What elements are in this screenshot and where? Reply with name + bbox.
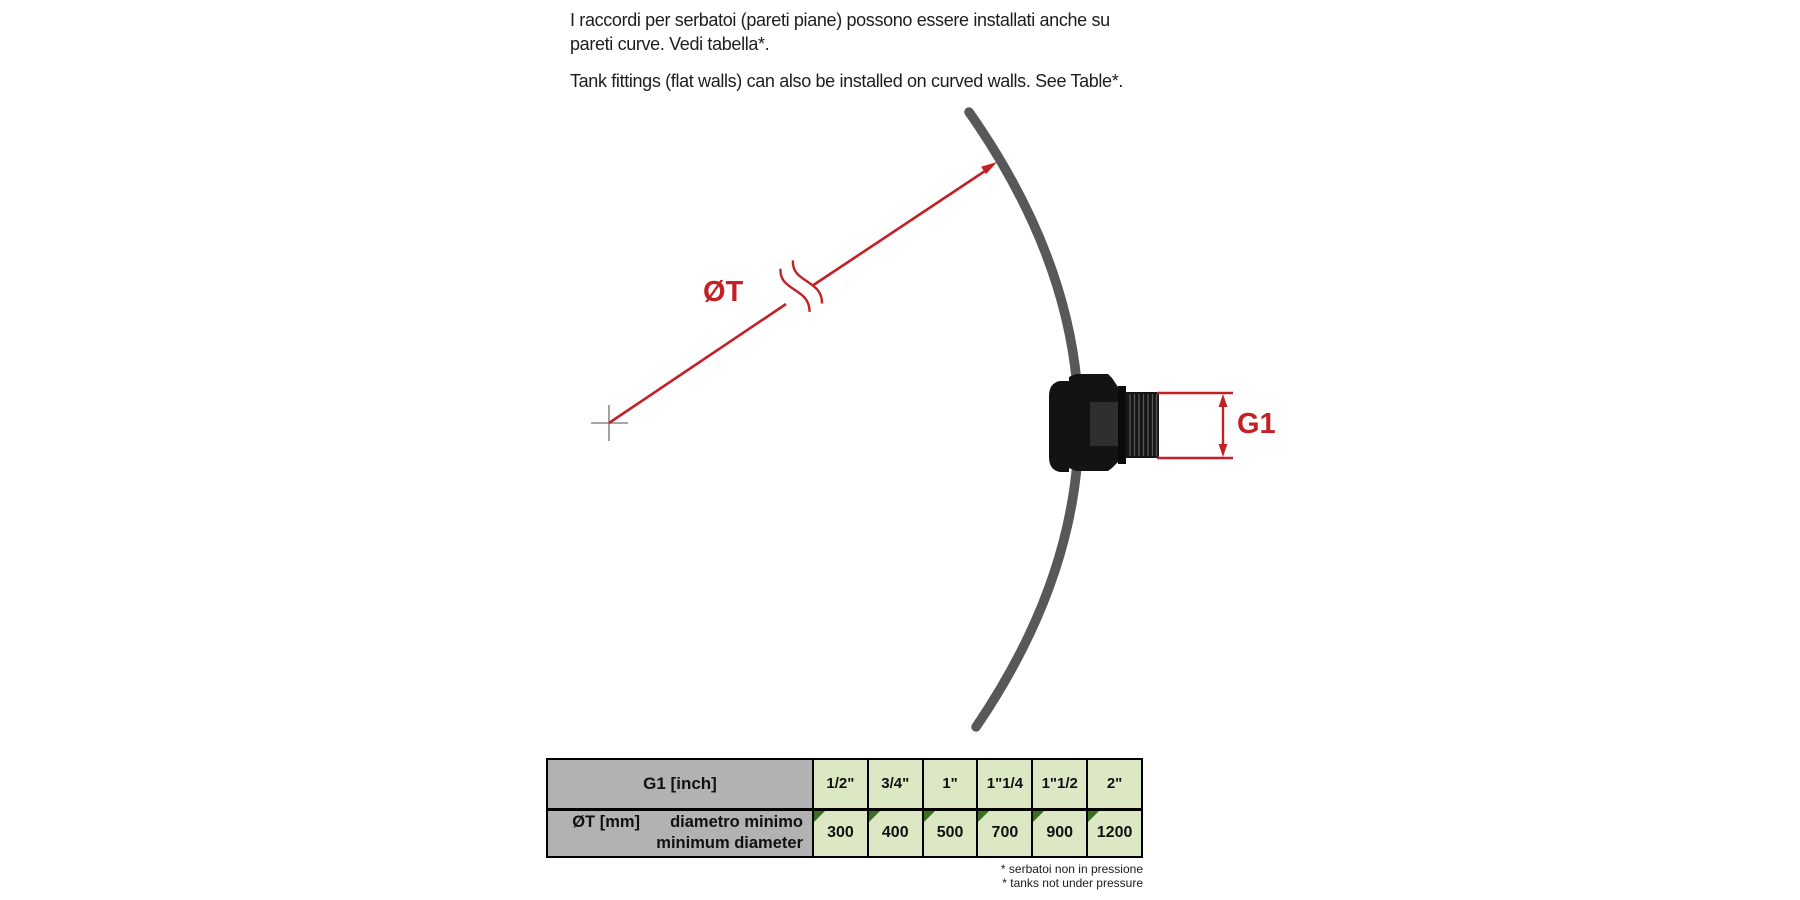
inch-size-cell — [868, 759, 923, 809]
thread-size-label: G1 — [1237, 408, 1276, 440]
diameter-label-cell — [547, 809, 813, 857]
corner-triangle-icon — [978, 811, 989, 822]
min-diameter-value: 700 — [991, 824, 1019, 842]
corner-triangle-icon — [1088, 811, 1099, 822]
min-diameter-cell — [977, 809, 1032, 857]
corner-triangle-icon — [924, 811, 935, 822]
min-diameter-cell — [813, 809, 868, 857]
min-diameter-value: 1200 — [1096, 824, 1133, 842]
min-diameter-value: 500 — [936, 824, 964, 842]
inch-size-cell — [1032, 759, 1087, 809]
intro-english: Tank fittings (flat walls) can also be installed on curved walls. See Table*. — [570, 71, 1124, 91]
inch-size-value: 1"1/4 — [986, 774, 1024, 792]
min-diameter-cell — [1032, 809, 1087, 857]
corner-triangle-icon — [814, 811, 825, 822]
inch-size-cell — [977, 759, 1032, 809]
corner-triangle-icon — [1033, 811, 1044, 822]
table-data-row — [547, 809, 1142, 857]
diameter-label: ØT — [703, 276, 744, 308]
min-diameter-value: 300 — [827, 824, 854, 842]
min-diameter-cell — [868, 809, 923, 857]
fitting-washer — [1118, 386, 1126, 464]
inch-size-cell — [813, 759, 868, 809]
thread-ridges — [1130, 394, 1157, 456]
footnote-italian: * serbatoi non in pressione — [1000, 862, 1143, 876]
radius-dimension-line — [609, 171, 985, 423]
minimum-diameter-label: minimum diameter — [656, 834, 803, 853]
inch-size-value: 1/2" — [826, 774, 855, 792]
g1-inch-header: G1 [inch] — [643, 773, 717, 793]
ot-mm-label: ØT [mm] — [572, 813, 641, 832]
size-table — [546, 758, 1143, 858]
inch-size-value: 2" — [1106, 774, 1123, 792]
inch-size-value: 3/4" — [881, 774, 910, 792]
min-diameter-cell — [923, 809, 978, 857]
diametro-minimo-label: diametro minimo — [670, 813, 803, 832]
g1-arrow-down-icon — [1219, 444, 1228, 457]
intro-italian-line2: pareti curve. Vedi tabella*. — [570, 34, 770, 54]
min-diameter-cell — [1087, 809, 1142, 857]
table-header-cell — [547, 759, 813, 809]
diameter-label-text — [548, 812, 812, 854]
inch-size-cell — [1087, 759, 1142, 809]
fitting-back-cap — [1049, 381, 1069, 472]
inch-size-value: 1"1/2 — [1041, 774, 1078, 792]
g1-arrow-up-icon — [1219, 394, 1228, 407]
table-header-row — [547, 759, 1142, 809]
table-footnotes — [793, 863, 1143, 890]
intro-italian-line1: I raccordi per serbatoi (pareti piane) possono essere installati anche su — [570, 10, 1110, 30]
footnote-english: * tanks not under pressure — [1002, 875, 1143, 890]
inch-size-value: 1" — [942, 774, 958, 792]
inch-size-cell — [923, 759, 978, 809]
corner-triangle-icon — [869, 811, 880, 822]
fitting-hex-facet — [1090, 402, 1118, 446]
min-diameter-value: 900 — [1046, 824, 1074, 842]
min-diameter-value: 400 — [881, 824, 909, 842]
